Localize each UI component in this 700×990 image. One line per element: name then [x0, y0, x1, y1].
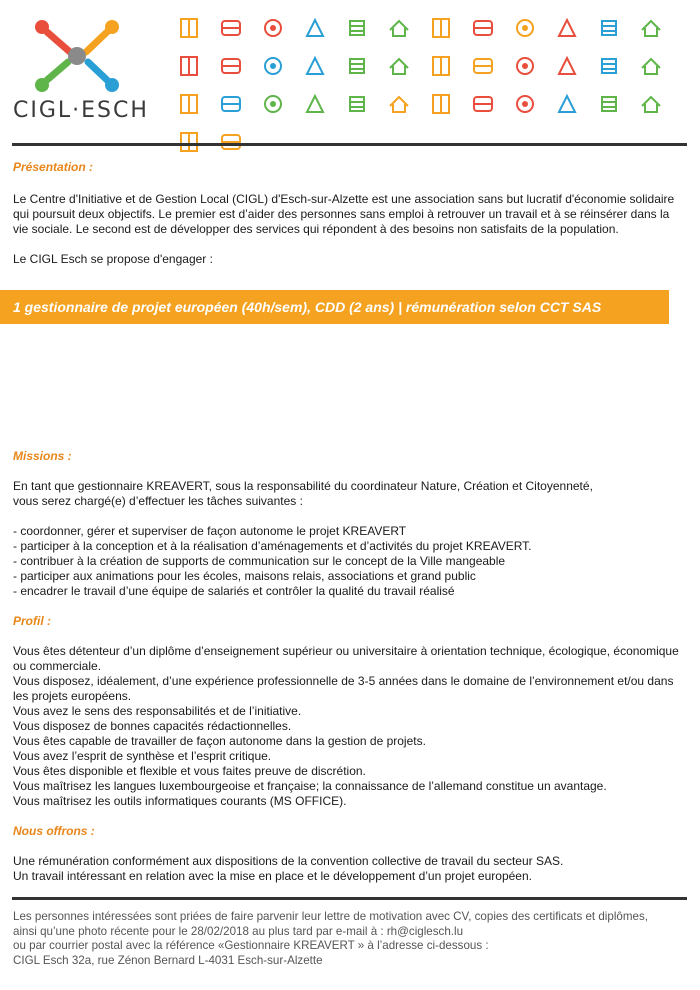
- washing-machine-icon: [177, 92, 201, 116]
- box-icon: [303, 92, 327, 116]
- missions-intro-2: vous serez chargé(e) d’effectuer les tâches suivantes :: [13, 494, 303, 508]
- offrons-item: Un travail intéressant en relation avec la mise en place et le développement d’un projet européen.: [13, 869, 532, 883]
- profil-item: Vous avez l’esprit de synthèse et l’esprit critique.: [13, 749, 272, 763]
- chair-icon: [219, 16, 243, 40]
- printer-icon: [513, 54, 537, 78]
- radiator-icon: [387, 54, 411, 78]
- mission-item: - encadrer le travail d’une équipe de salariés et contrôler la qualité du travail réalisé: [13, 584, 455, 598]
- picture-icon: [261, 92, 285, 116]
- bicycle-icon: [177, 54, 201, 78]
- missions-heading: Missions :: [13, 449, 72, 463]
- job-posting: [13, 160, 683, 884]
- lamp-icon: [345, 54, 369, 78]
- cassette-icon: [471, 92, 495, 116]
- tape-icon: [261, 54, 285, 78]
- cabinet-icon: [219, 130, 243, 154]
- recycle-icon: [177, 130, 201, 154]
- wardrobe-icon: [513, 16, 537, 40]
- shoe-icon: [303, 54, 327, 78]
- monitor-icon: [639, 16, 663, 40]
- bag-icon: [555, 92, 579, 116]
- house-icon: [429, 92, 453, 116]
- open-book-icon: [597, 16, 621, 40]
- header: [0, 0, 700, 140]
- wheel-icon: [555, 16, 579, 40]
- logo-text: CIGL·ESCH: [13, 98, 149, 123]
- mission-item: - coordonner, gérer et superviser de façon autonome le projet KREAVERT: [13, 524, 407, 538]
- footer-line: Les personnes intéressées sont priées de faire parvenir leur lettre de motivation avec CV, copies des certificats et diplômes,: [13, 910, 648, 923]
- signpost-icon: [555, 54, 579, 78]
- header-divider: [12, 143, 687, 146]
- book-icon: [471, 16, 495, 40]
- frame-icon: [429, 54, 453, 78]
- profil-item: Vous disposez, idéalement, d’une expérience professionnelle de 3-5 années dans le domaine de l’environnement et/ou dans les projets européens.: [13, 674, 674, 703]
- profil-item: Vous maîtrisez les langues luxembourgeoise et française; la connaissance de l’allemand constitue un avantage.: [13, 779, 607, 793]
- building-icon: [303, 16, 327, 40]
- profil-item: Vous êtes capable de travailler de façon autonome dans la gestion de projets.: [13, 734, 426, 748]
- basket-icon: [597, 54, 621, 78]
- offrons-item: Une rémunération conformément aux dispositions de la convention collective de travail du secteur SAS.: [13, 854, 564, 868]
- camera-icon: [597, 92, 621, 116]
- profil-heading: Profil :: [13, 614, 51, 628]
- pot-icon: [345, 92, 369, 116]
- mission-item: - participer à la conception et à la réalisation d’aménagements et d’activités du projet KREAVERT.: [13, 539, 532, 553]
- missions-intro-1: En tant que gestionnaire KREAVERT, sous la responsabilité du coordinateur Nature, Création et Citoyenneté,: [13, 479, 593, 493]
- home-icon: [639, 92, 663, 116]
- hanger-icon: [513, 92, 537, 116]
- engage-text: Le CIGL Esch se propose d'engager :: [13, 252, 213, 266]
- offrons-heading: Nous offrons :: [13, 824, 95, 838]
- yarn-icon: [219, 54, 243, 78]
- job-title-banner: 1 gestionnaire de projet européen (40h/sem), CDD (2 ans) | rémunération selon CCT SAS: [0, 290, 669, 324]
- profil-item: Vous êtes détenteur d’un diplôme d’enseignement supérieur ou universitaire à orientation technique, écologique, économique ou commerciale.: [13, 644, 679, 673]
- presentation-heading: Présentation :: [13, 160, 94, 174]
- footer-line: ainsi qu’une photo récente pour le 28/02/2018 au plus tard par e-mail à : rh@ciglesch.lu: [13, 924, 464, 938]
- window-icon: [177, 16, 201, 40]
- footer-divider: [12, 897, 687, 900]
- sofa-icon: [345, 16, 369, 40]
- mission-item: - contribuer à la création de supports de communication sur le concept de la Ville mangeable: [13, 554, 506, 568]
- bicycle-seat-icon: [261, 16, 285, 40]
- icon-grid: [170, 16, 690, 154]
- tag-icon: [639, 54, 663, 78]
- mission-item: - participer aux animations pour les écoles, maisons relais, associations et grand public: [13, 569, 476, 583]
- tshirt-icon: [429, 16, 453, 40]
- cart-icon: [387, 92, 411, 116]
- sewing-machine-icon: [471, 54, 495, 78]
- profil-item: Vous avez le sens des responsabilités et de l’initiative.: [13, 704, 302, 718]
- footer-line: CIGL Esch 32a, rue Zénon Bernard L-4031 Esch-sur-Alzette: [13, 953, 323, 967]
- footer-line: ou par courrier postal avec la référence «Gestionnaire KREAVERT » à l’adresse ci-dessous :: [13, 939, 489, 952]
- presentation-text: Le Centre d'Initiative et de Gestion Local (CIGL) d'Esch-sur-Alzette est une association sans but lucratif d'économie solidaire qui poursuit deux objectifs. Le premier est d’aider des personnes sans emploi à retrouver un travail et à se réinsérer dans la vie sociale. Le second est de développer des services qui répondent à des besoins non satisfaits de la population.: [13, 192, 675, 236]
- profil-item: Vous disposez de bonnes capacités rédactionnelles.: [13, 719, 292, 733]
- footer: [13, 910, 688, 968]
- umbrella-icon: [387, 16, 411, 40]
- profil-item: Vous maîtrisez les outils informatiques courants (MS OFFICE).: [13, 794, 347, 808]
- profil-item: Vous êtes disponible et flexible et vous faites preuve de discrétion.: [13, 764, 366, 778]
- iron-icon: [219, 92, 243, 116]
